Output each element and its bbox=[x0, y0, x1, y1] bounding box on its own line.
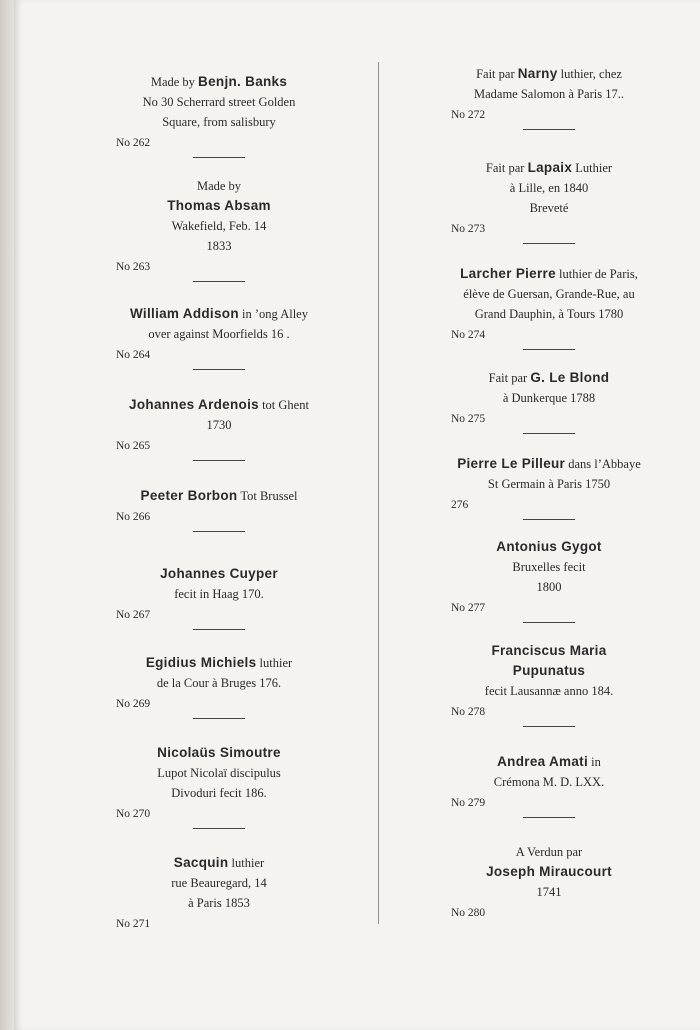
label-line bbox=[429, 178, 669, 198]
label-text: 1833 bbox=[206, 239, 232, 253]
label-entry bbox=[429, 368, 669, 434]
maker-name: Pupunatus bbox=[512, 663, 586, 678]
maker-name: Peeter Borbon bbox=[140, 488, 238, 503]
label-text: A Verdun par bbox=[515, 845, 583, 859]
catalog-number: No 279 bbox=[451, 797, 486, 809]
label-line bbox=[94, 112, 344, 132]
label-line bbox=[429, 842, 669, 862]
label-text: à Lille, en 1840 bbox=[509, 181, 589, 195]
label-text: No 30 Scherrard street Golden bbox=[142, 95, 296, 109]
label-text: 1730 bbox=[206, 418, 232, 432]
separator-rule bbox=[523, 622, 575, 623]
maker-name: Antonius Gygot bbox=[496, 539, 602, 554]
label-line bbox=[94, 236, 344, 256]
label-line bbox=[94, 893, 344, 913]
label-line bbox=[429, 454, 669, 474]
label-text: Tot Brussel bbox=[237, 489, 298, 503]
label-text: 1800 bbox=[536, 580, 562, 594]
separator-rule bbox=[193, 531, 245, 532]
label-entry bbox=[429, 264, 669, 350]
label-entry bbox=[94, 853, 344, 932]
separator-rule bbox=[193, 828, 245, 829]
maker-name: Pierre Le Pilleur bbox=[457, 456, 566, 471]
label-entry bbox=[94, 72, 344, 158]
label-text: in ’ong Alley bbox=[238, 307, 308, 321]
label-text: Crémona M. D. LXX. bbox=[493, 775, 605, 789]
label-text: Madame Salomon à Paris 17.. bbox=[474, 87, 624, 101]
label-text: fecit Lausannæ anno 184. bbox=[484, 684, 614, 698]
label-text: luthier de Paris, bbox=[555, 267, 638, 281]
label-line bbox=[94, 653, 344, 673]
label-line bbox=[429, 661, 669, 681]
separator-rule bbox=[193, 369, 245, 370]
catalog-number: No 272 bbox=[451, 109, 486, 121]
label-line bbox=[429, 198, 669, 218]
catalog-number: No 263 bbox=[116, 261, 151, 273]
maker-name: Lapaix bbox=[527, 160, 573, 175]
label-entry bbox=[429, 641, 669, 727]
label-text: à Paris 1853 bbox=[188, 896, 250, 910]
catalog-number: No 269 bbox=[116, 698, 151, 710]
maker-name: Benjn. Banks bbox=[198, 74, 288, 89]
label-line bbox=[429, 84, 669, 104]
label-text: Bruxelles fecit bbox=[512, 560, 586, 574]
label-text: Fait par bbox=[485, 161, 528, 175]
catalog-number: No 277 bbox=[451, 602, 486, 614]
label-entry bbox=[94, 486, 344, 532]
label-entry bbox=[94, 176, 344, 282]
separator-rule bbox=[523, 519, 575, 520]
catalog-number: No 280 bbox=[451, 907, 486, 919]
catalog-number: No 270 bbox=[116, 808, 151, 820]
label-line bbox=[429, 388, 669, 408]
label-line bbox=[94, 176, 344, 196]
separator-rule bbox=[523, 433, 575, 434]
separator-rule bbox=[193, 718, 245, 719]
label-line bbox=[429, 284, 669, 304]
maker-name: G. Le Blond bbox=[530, 370, 610, 385]
label-text: luthier bbox=[256, 656, 293, 670]
label-line bbox=[94, 873, 344, 893]
catalog-number: No 265 bbox=[116, 440, 151, 452]
label-line bbox=[94, 853, 344, 873]
label-line bbox=[94, 92, 344, 112]
label-line bbox=[94, 783, 344, 803]
label-text: tot Ghent bbox=[258, 398, 309, 412]
label-text: dans l’Abbaye bbox=[565, 457, 641, 471]
label-entry bbox=[94, 653, 344, 719]
label-text: Grand Dauphin, à Tours 1780 bbox=[474, 307, 624, 321]
label-line bbox=[429, 577, 669, 597]
separator-rule bbox=[193, 629, 245, 630]
label-entry bbox=[94, 564, 344, 630]
label-text: Wakefield, Feb. 14 bbox=[171, 219, 267, 233]
maker-name: Johannes Cuyper bbox=[160, 566, 278, 581]
maker-name: Franciscus Maria bbox=[491, 643, 607, 658]
label-line bbox=[429, 772, 669, 792]
label-line bbox=[94, 196, 344, 216]
maker-name: Larcher Pierre bbox=[460, 266, 556, 281]
label-text: luthier bbox=[228, 856, 265, 870]
label-text: St Germain à Paris 1750 bbox=[487, 477, 611, 491]
maker-name: Sacquin bbox=[173, 855, 229, 870]
label-line bbox=[94, 763, 344, 783]
label-entry bbox=[429, 454, 669, 520]
label-text: élève de Guersan, Grande-Rue, au bbox=[463, 287, 635, 301]
label-entry bbox=[429, 158, 669, 244]
column-divider bbox=[378, 62, 379, 924]
label-entry bbox=[429, 752, 669, 818]
maker-name: Narny bbox=[517, 66, 558, 81]
separator-rule bbox=[523, 817, 575, 818]
label-text: Made by bbox=[150, 75, 199, 89]
label-line bbox=[94, 564, 344, 584]
separator-rule bbox=[523, 129, 575, 130]
catalog-number: No 273 bbox=[451, 223, 486, 235]
page-edge bbox=[0, 0, 14, 1030]
label-line bbox=[429, 557, 669, 577]
catalog-number: No 275 bbox=[451, 413, 486, 425]
maker-name: Joseph Miraucourt bbox=[486, 864, 612, 879]
maker-name: Johannes Ardenois bbox=[129, 397, 259, 412]
label-text: à Dunkerque 1788 bbox=[502, 391, 596, 405]
catalog-page bbox=[14, 0, 700, 1030]
catalog-number: No 266 bbox=[116, 511, 151, 523]
label-line bbox=[94, 324, 344, 344]
maker-name: Egidius Michiels bbox=[145, 655, 257, 670]
catalog-number: No 278 bbox=[451, 706, 486, 718]
label-entry bbox=[429, 842, 669, 921]
separator-rule bbox=[193, 157, 245, 158]
label-line bbox=[94, 304, 344, 324]
label-line bbox=[94, 486, 344, 506]
label-text: Luthier bbox=[572, 161, 613, 175]
label-text: Divoduri fecit 186. bbox=[171, 786, 267, 800]
label-text: Made by bbox=[196, 179, 242, 193]
label-text: Breveté bbox=[529, 201, 569, 215]
maker-name: Thomas Absam bbox=[167, 198, 271, 213]
catalog-number: No 267 bbox=[116, 609, 151, 621]
maker-name: Andrea Amati bbox=[497, 754, 588, 769]
label-line bbox=[429, 862, 669, 882]
catalog-number: 276 bbox=[451, 499, 469, 511]
label-line bbox=[94, 743, 344, 763]
label-line bbox=[429, 158, 669, 178]
label-text: luthier, chez bbox=[557, 67, 622, 81]
label-line bbox=[94, 72, 344, 92]
label-entry bbox=[94, 304, 344, 370]
label-line bbox=[94, 584, 344, 604]
label-text: Fait par bbox=[476, 67, 518, 81]
label-line bbox=[429, 882, 669, 902]
label-line bbox=[429, 474, 669, 494]
label-line bbox=[429, 641, 669, 661]
label-text: 1741 bbox=[536, 885, 562, 899]
separator-rule bbox=[193, 460, 245, 461]
label-line bbox=[429, 304, 669, 324]
label-text: fecit in Haag 170. bbox=[174, 587, 264, 601]
label-text: Lupot Nicolaï discipulus bbox=[157, 766, 281, 780]
label-line bbox=[429, 752, 669, 772]
label-text: de la Cour à Bruges 176. bbox=[156, 676, 282, 690]
label-entry bbox=[94, 743, 344, 829]
separator-rule bbox=[523, 243, 575, 244]
label-text: in bbox=[588, 755, 601, 769]
catalog-number: No 262 bbox=[116, 137, 151, 149]
label-entry bbox=[429, 64, 669, 130]
label-entry bbox=[429, 537, 669, 623]
label-line bbox=[429, 537, 669, 557]
label-text: rue Beauregard, 14 bbox=[171, 876, 267, 890]
label-line bbox=[94, 216, 344, 236]
label-line bbox=[429, 681, 669, 701]
catalog-number: No 274 bbox=[451, 329, 486, 341]
label-line bbox=[429, 264, 669, 284]
label-line bbox=[94, 415, 344, 435]
catalog-number: No 264 bbox=[116, 349, 151, 361]
label-text: Fait par bbox=[488, 371, 531, 385]
label-text: over against Moorfields 16 . bbox=[148, 327, 290, 341]
label-line bbox=[94, 395, 344, 415]
maker-name: William Addison bbox=[130, 306, 239, 321]
label-text: Square, from salisbury bbox=[162, 115, 276, 129]
maker-name: Nicolaüs Simoutre bbox=[157, 745, 281, 760]
label-line bbox=[429, 64, 669, 84]
separator-rule bbox=[193, 281, 245, 282]
separator-rule bbox=[523, 349, 575, 350]
label-line bbox=[94, 673, 344, 693]
separator-rule bbox=[523, 726, 575, 727]
label-line bbox=[429, 368, 669, 388]
catalog-number: No 271 bbox=[116, 918, 151, 930]
label-entry bbox=[94, 395, 344, 461]
